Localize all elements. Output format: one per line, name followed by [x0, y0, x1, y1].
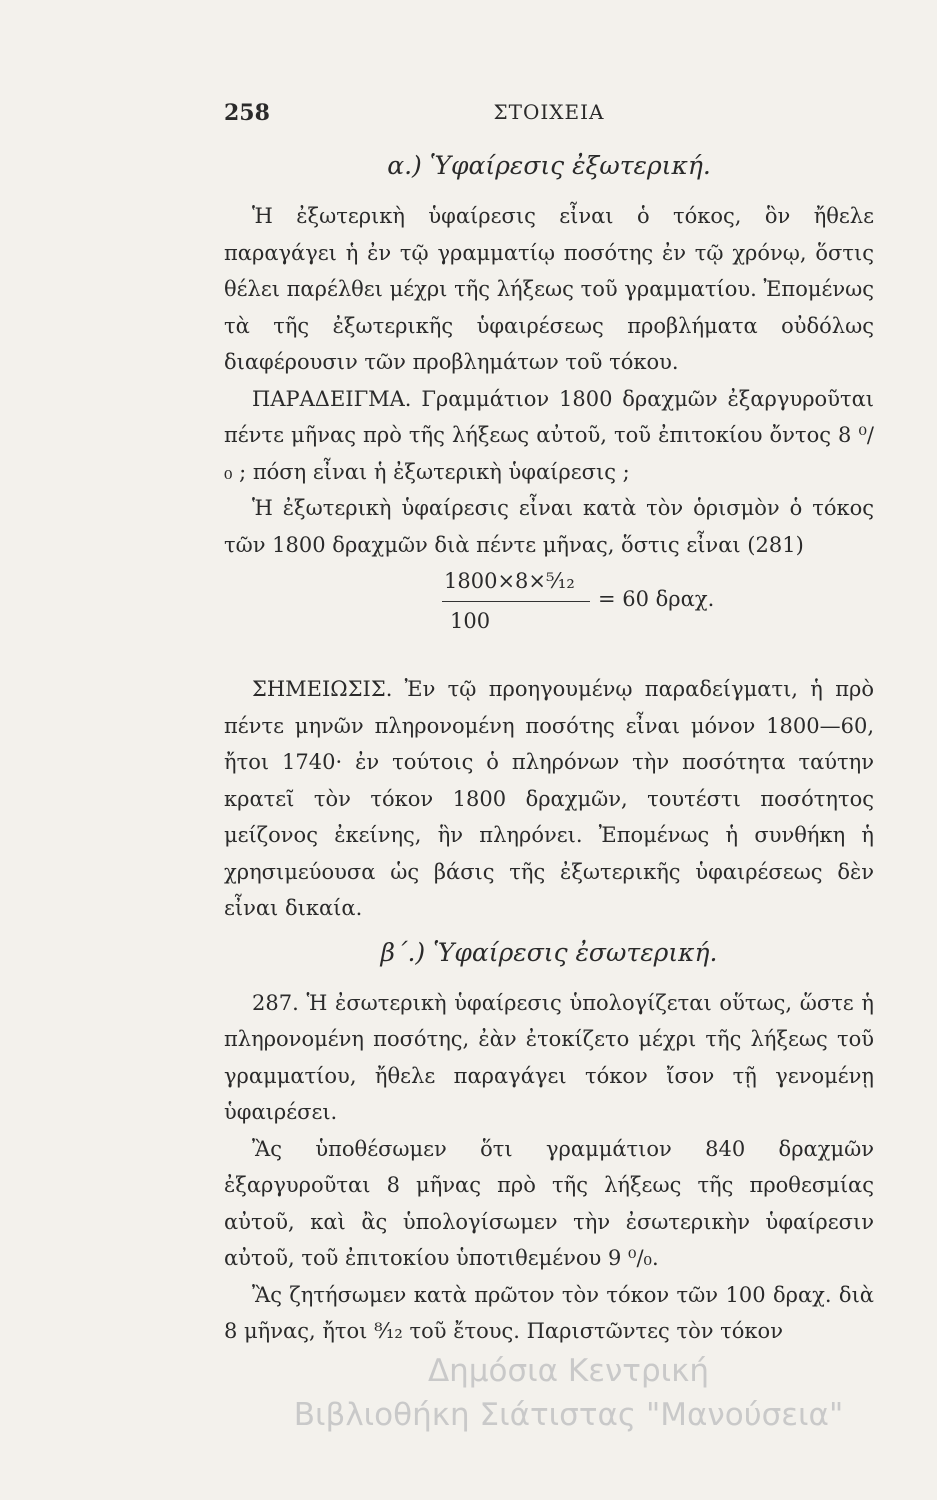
fraction-line: [442, 601, 590, 602]
example-paragraph: ΠΑΡΑΔΕΙΓΜΑ. Γραμμάτιον 1800 δραχμῶν ἐξαργυροῦται πέντε μῆνας πρὸ τῆς λήξεως αὐτοῦ, τοῦ ἐπιτοκίου ὄντος 8 ⁰/₀ ; πόση εἶναι ἡ ἐξωτερικὴ ὑφαίρεσις ;: [224, 386, 874, 484]
running-title: ΣΤΟΙΧΕΙΑ: [493, 100, 605, 124]
section-b-paragraph-1: 287. Ἡ ἐσωτερικὴ ὑφαίρεσις ὑπολογίζεται οὕτως, ὥστε ἡ πληρονομένη ποσότης, ἐὰν ἐτοκίζετο μέχρι τῆς λήξεως τοῦ γραμματίου, ἤθελε παραγάγει τόκον ἴσον τῇ γενομένῃ ὑφαιρέσει.: [224, 990, 874, 1124]
section-b-paragraph-3: Ἂς ζητήσωμεν κατὰ πρῶτον τὸν τόκον τῶν 100 δραχ. διὰ 8 μῆνας, ἤτοι ⁸⁄₁₂ τοῦ ἔτους. Παριστῶντες τὸν τόκον: [224, 1282, 874, 1343]
library-watermark-line-2: Βιβλιοθήκη Σιάτιστας "Μανούσεια": [293, 1397, 844, 1433]
section-a-paragraph-2: Ἡ ἐξωτερικὴ ὑφαίρεσις εἶναι κατὰ τὸν ὁρισμὸν ὁ τόκος τῶν 1800 δραχμῶν διὰ πέντε μῆνας, ὅστις εἶναι (281): [224, 496, 874, 557]
formula-numerator: 1800×8×⁵⁄₁₂: [444, 569, 575, 593]
section-a-paragraph-1: Ἡ ἐξωτερικὴ ὑφαίρεσις εἶναι ὁ τόκος, ὃν ἤθελε παραγάγει ἡ ἐν τῷ γραμματίῳ ποσότης ἐν τῷ χρόνῳ, ὅστις θέλει παρέλθει μέχρι τῆς λήξεως τοῦ γραμματίου. Ἐπομένως τὰ τῆς ἐξωτερικῆς ὑφαιρέσεως προβλήματα οὐδόλως διαφέρουσιν τῶν προβλημάτων τοῦ τόκου.: [224, 204, 875, 374]
section-a-title: α.) Ὑφαίρεσις ἐξωτερική.: [387, 151, 711, 180]
section-b-title: β΄.) Ὑφαίρεσις ἐσωτερική.: [380, 937, 718, 967]
formula-result: = 60 δραχ.: [598, 587, 715, 611]
page-number: 258: [224, 100, 270, 126]
section-b-paragraph-2: Ἂς ὑποθέσωμεν ὅτι γραμμάτιον 840 δραχμῶν ἐξαργυροῦται 8 μῆνας πρὸ τῆς λήξεως τῆς προθεσμίας αὐτοῦ, καὶ ἂς ὑπολογίσωμεν τὴν ἐσωτερικὴν ὑφαίρεσιν αὐτοῦ, τοῦ ἐπιτοκίου ὑποτιθεμένου 9 ⁰/₀.: [224, 1136, 874, 1270]
formula: [224, 569, 874, 661]
page-body: [224, 148, 874, 1350]
library-watermark-line-1: Δημόσια Κεντρική: [427, 1353, 710, 1389]
formula-denominator: 100: [450, 609, 491, 633]
note-paragraph: ΣΗΜΕΙΩΣΙΣ. Ἐν τῷ προηγουμένῳ παραδείγματι, ἡ πρὸ πέντε μηνῶν πληρονομένη ποσότης εἶναι μόνον 1800—60, ἤτοι 1740· ἐν τούτοις ὁ πληρόνων τὴν ποσότητα ταύτην κρατεῖ τὸν τόκον 1800 δραχμῶν, τουτέστι ποσότητος μείζονος ἐκείνης, ἣν πληρόνει. Ἐπομένως ἡ συνθήκη ἡ χρησιμεύουσα ὡς βάσις τῆς ἐξωτερικῆς ὑφαιρέσεως δὲν εἶναι δικαία.: [224, 677, 874, 920]
page-header: [224, 100, 874, 130]
